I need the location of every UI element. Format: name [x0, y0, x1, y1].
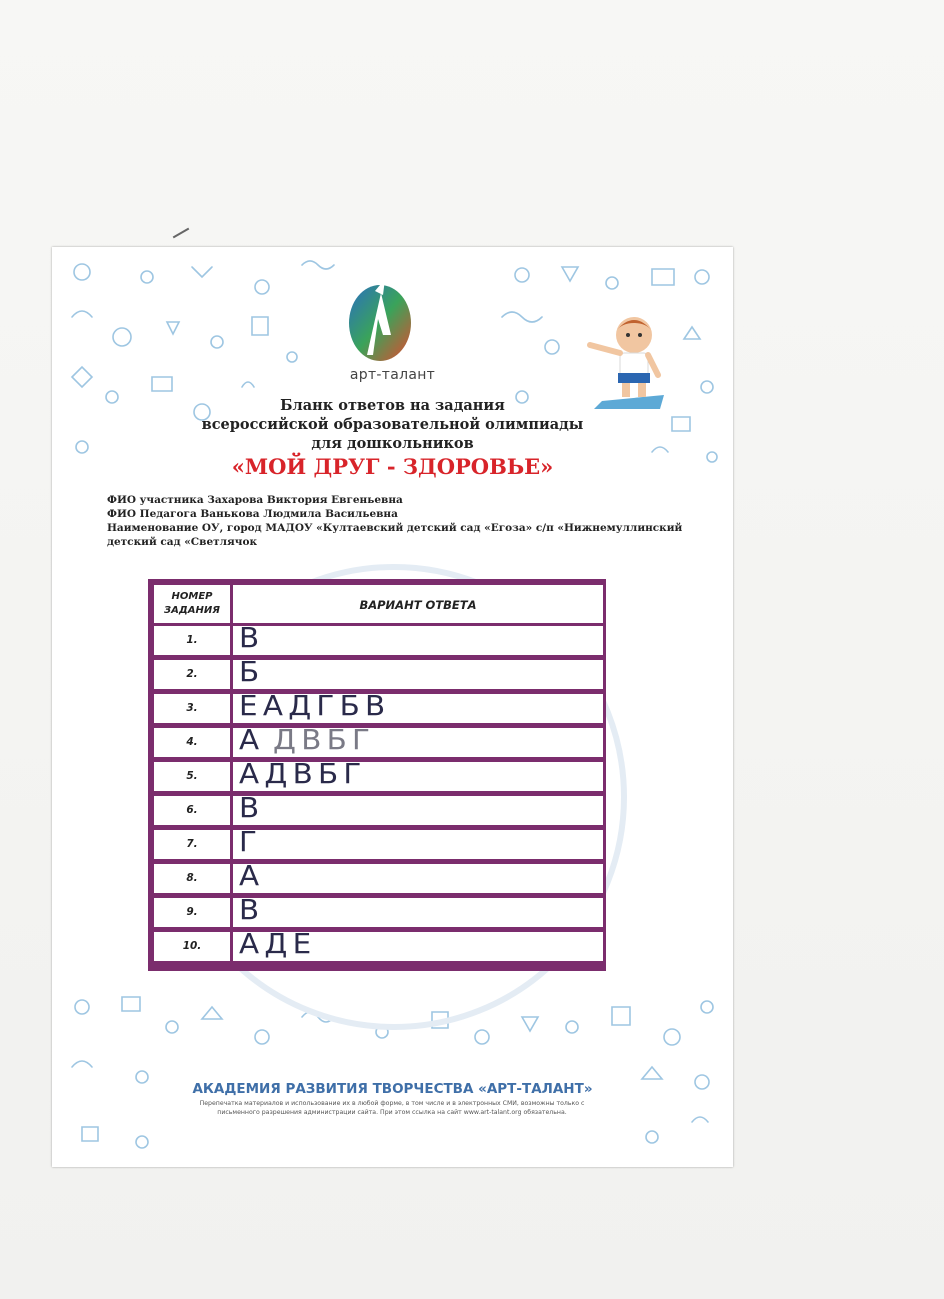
copyright-notice-line1: Перепечатка материалов и использование их в любой форме, в том числе и в электронных СМИ, возможны только с — [199, 1100, 585, 1107]
row-10-number: 10. — [154, 932, 230, 961]
row-9-number: 9. — [154, 898, 230, 927]
row-3-answer — [233, 694, 603, 723]
row-8-answer — [233, 864, 603, 893]
form-audience: для дошкольников — [311, 435, 474, 452]
boy-illustration — [584, 309, 676, 409]
row-10-answer — [233, 932, 603, 961]
handwritten-answer: АДЕ — [239, 932, 317, 960]
academy-name: АКАДЕМИЯ РАЗВИТИЯ ТВОРЧЕСТВА «АРТ-ТАЛАНТ» — [192, 1081, 593, 1097]
row-2-number: 2. — [154, 660, 230, 689]
row-7-answer — [233, 830, 603, 859]
row-2-answer — [233, 660, 603, 689]
school-name — [107, 521, 697, 549]
answer-sheet — [52, 247, 733, 1167]
header-task-number-line2: ЗАДАНИЯ — [164, 605, 220, 616]
handwritten-answer: В — [239, 898, 265, 926]
row-7-number: 7. — [154, 830, 230, 859]
handwritten-answer: АДВБГ — [239, 762, 367, 790]
row-5-number: 5. — [154, 762, 230, 791]
teacher-name: ФИО Педагога Ванькова Людмила Васильевна — [107, 508, 398, 520]
row-1-number: 1. — [154, 626, 230, 655]
olympiad-name: «МОЙ ДРУГ - ЗДОРОВЬЕ» — [231, 454, 554, 479]
handwritten-answer: Г — [239, 830, 263, 858]
header-answer-option: ВАРИАНТ ОТВЕТА — [233, 585, 603, 623]
header-task-number-line1: НОМЕР — [171, 591, 213, 602]
row-5-answer — [233, 762, 603, 791]
row-6-answer — [233, 796, 603, 825]
brand-name: арт-талант — [349, 367, 436, 383]
row-9-answer — [233, 898, 603, 927]
school-name-line1: Наименование ОУ, город МАДОУ «Култаевский детский сад «Егоза» с/п «Нижнемуллинский — [107, 522, 683, 534]
participant-name: ФИО участника Захарова Виктория Евгеньевна — [107, 494, 403, 506]
copyright-notice-line2: письменного разрешения администрации сайта. При этом ссылка на сайт www.art-talant.org обязательна. — [217, 1109, 567, 1116]
handwritten-answer: ЕАДГБВ — [239, 694, 391, 722]
handwritten-answer: В — [239, 796, 265, 824]
handwritten-answer: Б — [239, 660, 265, 688]
header-task-number — [154, 585, 230, 623]
form-title: Бланк ответов на задания — [280, 397, 505, 414]
row-1-answer — [233, 626, 603, 655]
row-8-number: 8. — [154, 864, 230, 893]
handwritten-answer: А — [239, 728, 265, 756]
art-talant-logo — [345, 275, 415, 367]
form-subtitle: всероссийской образовательной олимпиады — [201, 416, 584, 433]
row-3-number: 3. — [154, 694, 230, 723]
school-name-line2: детский сад «Светлячок — [107, 536, 258, 548]
row-4-number: 4. — [154, 728, 230, 757]
answer-table — [148, 579, 606, 971]
handwritten-answer: А — [239, 864, 265, 892]
handwritten-answer-faint: ДВБГ — [273, 728, 376, 756]
row-4-answer — [233, 728, 603, 757]
row-6-number: 6. — [154, 796, 230, 825]
handwritten-answer: В — [239, 626, 265, 654]
